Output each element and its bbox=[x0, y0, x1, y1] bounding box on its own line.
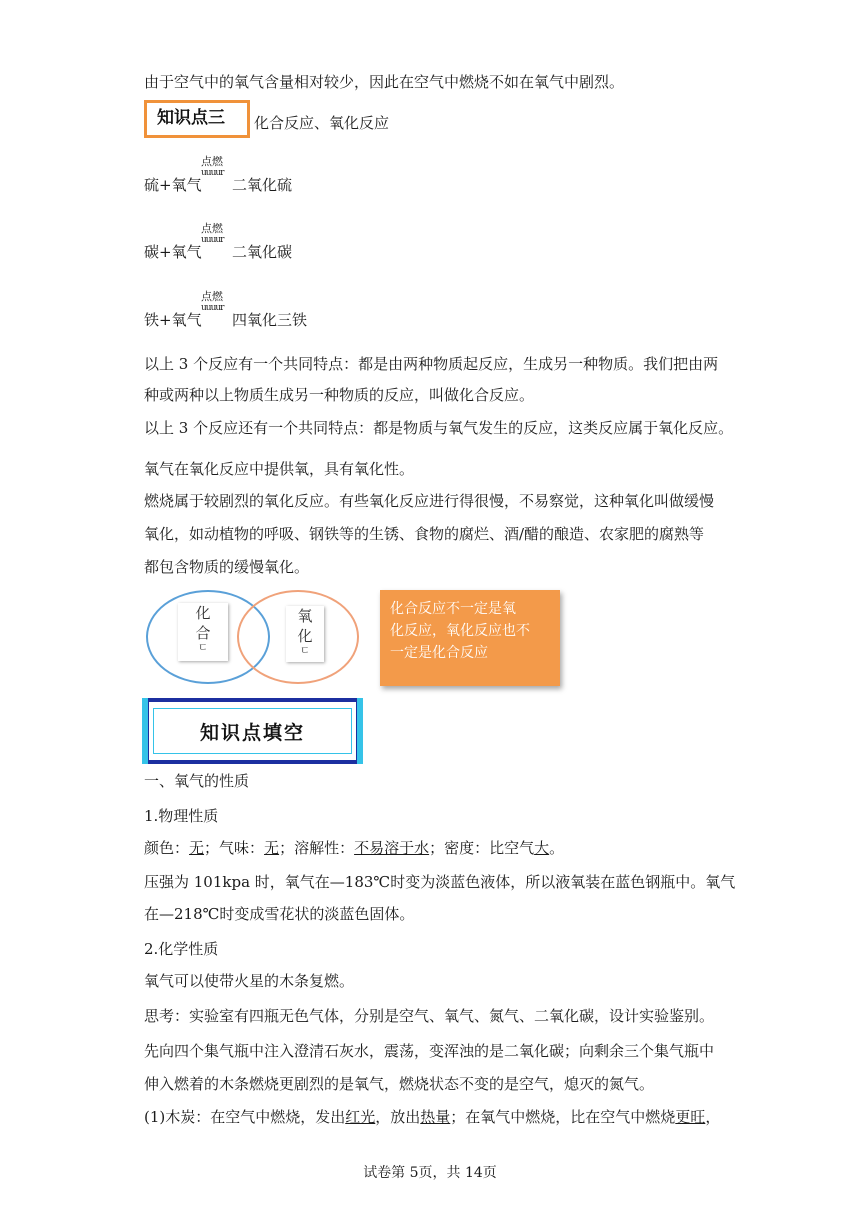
section-banner bbox=[145, 698, 360, 764]
paragraph-line: 以上 3 个反应有一个共同特点：都是由两种物质起反应，生成另一种物质。我们把由两 bbox=[144, 355, 719, 373]
venn-char: ㄷ bbox=[300, 646, 310, 657]
chem-line: 思考：实验室有四瓶无色气体，分别是空气、氧气、氮气、二氧化碳，设计实验鉴别。 bbox=[144, 1007, 715, 1025]
pressure-line: 在—218℃时变成雪花状的淡蓝色固体。 bbox=[144, 905, 415, 923]
prop-answer: 无 bbox=[264, 839, 280, 857]
banner-stripe-right bbox=[357, 698, 363, 764]
paragraph-line: 氧化，如动植物的呼吸、钢铁等的生锈、食物的腐烂、酒/醋的酿造、农家肥的腐熟等 bbox=[144, 525, 705, 543]
prop-label: ；密度：比空气 bbox=[429, 839, 535, 857]
venn-char: 合 bbox=[195, 624, 211, 642]
physical-properties bbox=[144, 838, 564, 858]
equation-product: 二氧化碳 bbox=[232, 243, 293, 261]
charcoal-answer: 红光 bbox=[345, 1108, 376, 1126]
equation-condition: 点燃 bbox=[201, 155, 223, 168]
venn-char: ㄷ bbox=[198, 643, 208, 654]
venn-label-combination bbox=[178, 603, 228, 661]
chem-line: 氧气可以使带火星的木条复燃。 bbox=[144, 972, 355, 990]
charcoal-text: ；在氧气中燃烧，比在空气中燃烧 bbox=[450, 1108, 676, 1126]
equation-condition: 点燃 bbox=[201, 222, 223, 235]
prop-label: ；溶解性： bbox=[279, 839, 355, 857]
paragraph-line: 氧气在氧化反应中提供氧，具有氧化性。 bbox=[144, 460, 415, 478]
prop-label: ；气味： bbox=[204, 839, 265, 857]
charcoal-text: (1)木炭：在空气中燃烧，发出 bbox=[144, 1108, 346, 1126]
section-heading: 一、氧气的性质 bbox=[144, 772, 250, 790]
paragraph-line: 燃烧属于较剧烈的氧化反应。有些氧化反应进行得很慢，不易察觉，这种氧化叫做缓慢 bbox=[144, 492, 715, 510]
equation-product: 二氧化硫 bbox=[232, 176, 293, 194]
pressure-line: 压强为 101kpa 时，氧气在—183℃时变为淡蓝色液体，所以液氧装在蓝色钢瓶中。氧气 bbox=[144, 873, 736, 891]
page-footer: 试卷第 5页，共 14页 bbox=[363, 1165, 497, 1181]
note-line: 化合反应不一定是氧 bbox=[390, 601, 516, 617]
chem-line: 先向四个集气瓶中注入澄清石灰水，震荡，变浑浊的是二氧化碳；向剩余三个集气瓶中 bbox=[144, 1042, 715, 1060]
charcoal-answer: 热量 bbox=[420, 1108, 451, 1126]
prop-label: 颜色： bbox=[144, 839, 190, 857]
venn-char: 化 bbox=[297, 627, 313, 645]
prop-answer: 不易溶于水 bbox=[354, 839, 430, 857]
prop-end: 。 bbox=[549, 839, 565, 857]
equation-arrow: uuuur bbox=[201, 303, 224, 313]
venn-note bbox=[380, 590, 560, 686]
chem-line: 伸入燃着的木条燃烧更剧烈的是氧气，燃烧状态不变的是空气，熄灭的氮气。 bbox=[144, 1075, 655, 1093]
equation-reactants: 碳+氧气 bbox=[144, 243, 202, 261]
paragraph-line: 都包含物质的缓慢氧化。 bbox=[144, 558, 310, 576]
charcoal-text: ， bbox=[705, 1108, 721, 1126]
knowledge-point-label: 知识点三 bbox=[144, 100, 250, 138]
equation-reactants: 硫+氧气 bbox=[144, 176, 202, 194]
equation-condition: 点燃 bbox=[201, 290, 223, 303]
charcoal-line bbox=[144, 1107, 720, 1127]
equation-arrow: uuuur bbox=[201, 168, 224, 178]
banner-title: 知识点填空 bbox=[153, 708, 352, 754]
note-line: 一定是化合反应 bbox=[390, 645, 488, 661]
equation-product: 四氧化三铁 bbox=[232, 311, 308, 329]
equation-reactants: 铁+氧气 bbox=[144, 311, 202, 329]
venn-label-oxidation bbox=[286, 606, 324, 662]
physical-heading: 1.物理性质 bbox=[144, 807, 219, 825]
paragraph-line: 种或两种以上物质生成另一种物质的反应，叫做化合反应。 bbox=[144, 386, 535, 404]
prop-answer: 无 bbox=[189, 839, 205, 857]
knowledge-point-title: 化合反应、氧化反应 bbox=[254, 114, 390, 132]
venn-char: 氧 bbox=[297, 607, 313, 625]
venn-char: 化 bbox=[195, 604, 211, 622]
chemical-heading: 2.化学性质 bbox=[144, 940, 219, 958]
intro-text: 由于空气中的氧气含量相对较少，因此在空气中燃烧不如在氧气中剧烈。 bbox=[144, 73, 625, 91]
paragraph-line: 以上 3 个反应还有一个共同特点：都是物质与氧气发生的反应，这类反应属于氧化反应。 bbox=[144, 419, 734, 437]
charcoal-text: ，放出 bbox=[375, 1108, 421, 1126]
note-line: 化反应，氧化反应也不 bbox=[390, 623, 530, 639]
charcoal-answer: 更旺 bbox=[675, 1108, 706, 1126]
equation-arrow: uuuur bbox=[201, 235, 224, 245]
prop-answer: 大 bbox=[534, 839, 550, 857]
banner-stripe-left bbox=[142, 698, 148, 764]
